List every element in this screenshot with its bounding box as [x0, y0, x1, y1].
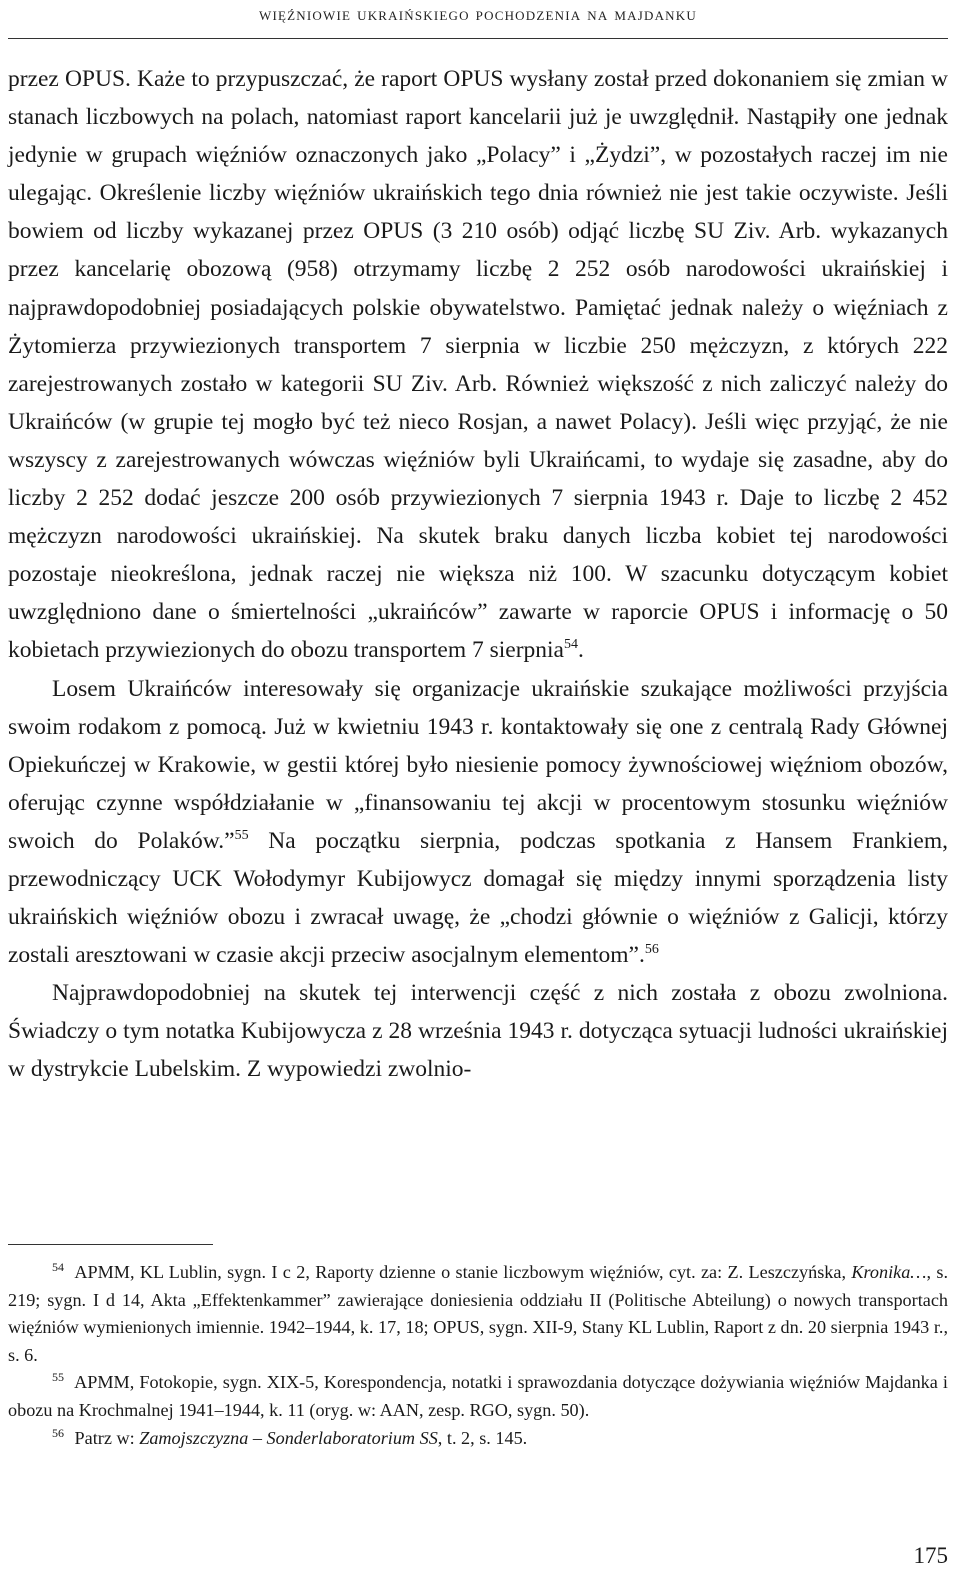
footnote-number: 56 [52, 1425, 64, 1440]
footnote-56-italic: Zamojszczyzna – Sonderlaboratorium SS [139, 1427, 438, 1448]
paragraph-1 [8, 60, 948, 670]
footnote-54-text-b: , s. 219; sygn. I d 14, Akta „Effektenkammer” zawierające doniesienia oddziału II (Politische Abteilung) o nowych transportach więźniów wymienionych imiennie. 1942–1944, k. 17, 18; OPUS, sygn. XII-9, Stany KL Lublin, Raport z dn. 20 sierpnia 1943 r., s. 6. [8, 1262, 948, 1365]
paragraph-2-text-a: Losem Ukraińców interesowały się organizacje ukraińskie szukające możliwości przyjścia swoim rodakom z pomocą. Już w kwietniu 1943 r. kontaktowały się one z centralą Rady Głównej Opiekuńczej w Krakowie, w gestii której było niesienie pomocy żywnościowej więźniom obozów, oferując czynne współdziałanie w „finansowaniu tej akcji w procentowym stosunku więźniów swoich do Polaków.” [8, 675, 948, 854]
footnote-ref-56[interactable]: 56 [644, 942, 659, 958]
paragraph-2-text-b: Na początku sierpnia, podczas spotkania z Hansem Frankiem, przewodniczący UCK Wołodymyr Kubijowycz domagał się między innymi sporządzenia listy ukraińskich więźniów obozu i zwracał uwagę, że „chodzi głównie o więźniów z Galicji, którzy zostali aresztowani w czasie akcji przeciw asocjalnym elementom”. [8, 827, 948, 969]
footnote-56-text-a: Patrz w: [70, 1427, 140, 1448]
paragraph-2 [8, 670, 948, 975]
footnote-rule [8, 1244, 213, 1245]
page-number: 175 [913, 1543, 948, 1568]
footnote-56-text-b: , t. 2, s. 145. [437, 1427, 528, 1448]
footnote-54 [8, 1259, 948, 1369]
footnote-54-italic: Kronika… [851, 1262, 927, 1282]
footnote-54-text-a: APMM, KL Lublin, sygn. I c 2, Raporty dzienne o stanie liczbowym więźniów, cyt. za: Z. Leszczyńska, [70, 1262, 852, 1282]
running-header: więźniowie ukraińskiego pochodzenia na majdanku [259, 4, 697, 25]
header-rule [8, 38, 948, 39]
main-text [8, 60, 948, 1089]
footnote-55-text: APMM, Fotokopie, sygn. XIX-5, Korespondencja, notatki i sprawozdania dotyczące dożywiania więźniów Majdanka i obozu na Krochmalnej 1941–1944, k. 11 (oryg. w: AAN, zesp. RGO, sygn. 50). [8, 1372, 948, 1420]
footnote-55 [8, 1369, 948, 1424]
footnote-ref-54[interactable]: 54 [564, 637, 578, 653]
paragraph-3: Najprawdopodobniej na skutek tej interwencji część z nich została z obozu zwolniona. Świadczy o tym notatka Kubijowycza z 28 września 1943 r. dotycząca sytuacji ludności ukraińskiej w dystrykcie Lubelskim. Z wypowiedzi zwolnio- [8, 980, 948, 1083]
footnote-56 [8, 1425, 948, 1453]
paragraph-1-text: przez OPUS. Każe to przypuszczać, że raport OPUS wysłany został przed dokonaniem się zmian w stanach liczbowych na polach, natomiast raport kancelarii już je uwzględnił. Nastąpiły one jednak jedynie w grupach więźniów oznaczonych jako „Polacy” i „Żydzi”, w pozostałych raczej im nie ulegając. Określenie liczby więźniów ukraińskich tego dnia również nie jest takie oczywiste. Jeśli bowiem od liczby wykazanej przez OPUS (3 210 osób) odjąć liczbę SU Ziv. Arb. wykazanych przez kancelarię obozową (958) otrzymamy liczbę 2 252 osób narodowości ukraińskiej i najprawdopodobniej posiadających polskie obywatelstwo. Pamiętać jednak należy o więźniach z Żytomierza przywiezionych transportem 7 sierpnia w liczbie 250 mężczyzn, z których 222 zarejestrowanych zostało w kategorii SU Ziv. Arb. Również większość z nich zaliczyć należy do Ukraińców (w grupie tej mogło być też nieco Rosjan, a nawet Polacy). Jeśli więc przyjąć, że nie wszyscy z zarejestrowanych wówczas więźniów byli Ukraińcami, to wydaje się zasadne, aby do liczby 2 252 dodać jeszcze 200 osób przywiezionych 7 sierpnia 1943 r. Daje to liczbę 2 452 mężczyzn narodowości ukraińskiej. Na skutek braku danych liczba kobiet tej narodowości pozostaje nieokreślona, jednak raczej nie większa niż 100. W szacunku dotyczącym kobiet uwzględniono dane o śmiertelności „ukraińców” zawarte w raporcie OPUS i informację o 50 kobietach przywiezionych do obozu transportem 7 sierpnia [8, 66, 948, 664]
footnotes [8, 1259, 948, 1452]
footnote-number: 55 [52, 1370, 64, 1385]
footnote-number: 54 [52, 1259, 64, 1274]
footnote-ref-55[interactable]: 55 [234, 828, 249, 844]
paragraph-1-tail: . [578, 637, 584, 664]
document-page [8, 0, 948, 1583]
